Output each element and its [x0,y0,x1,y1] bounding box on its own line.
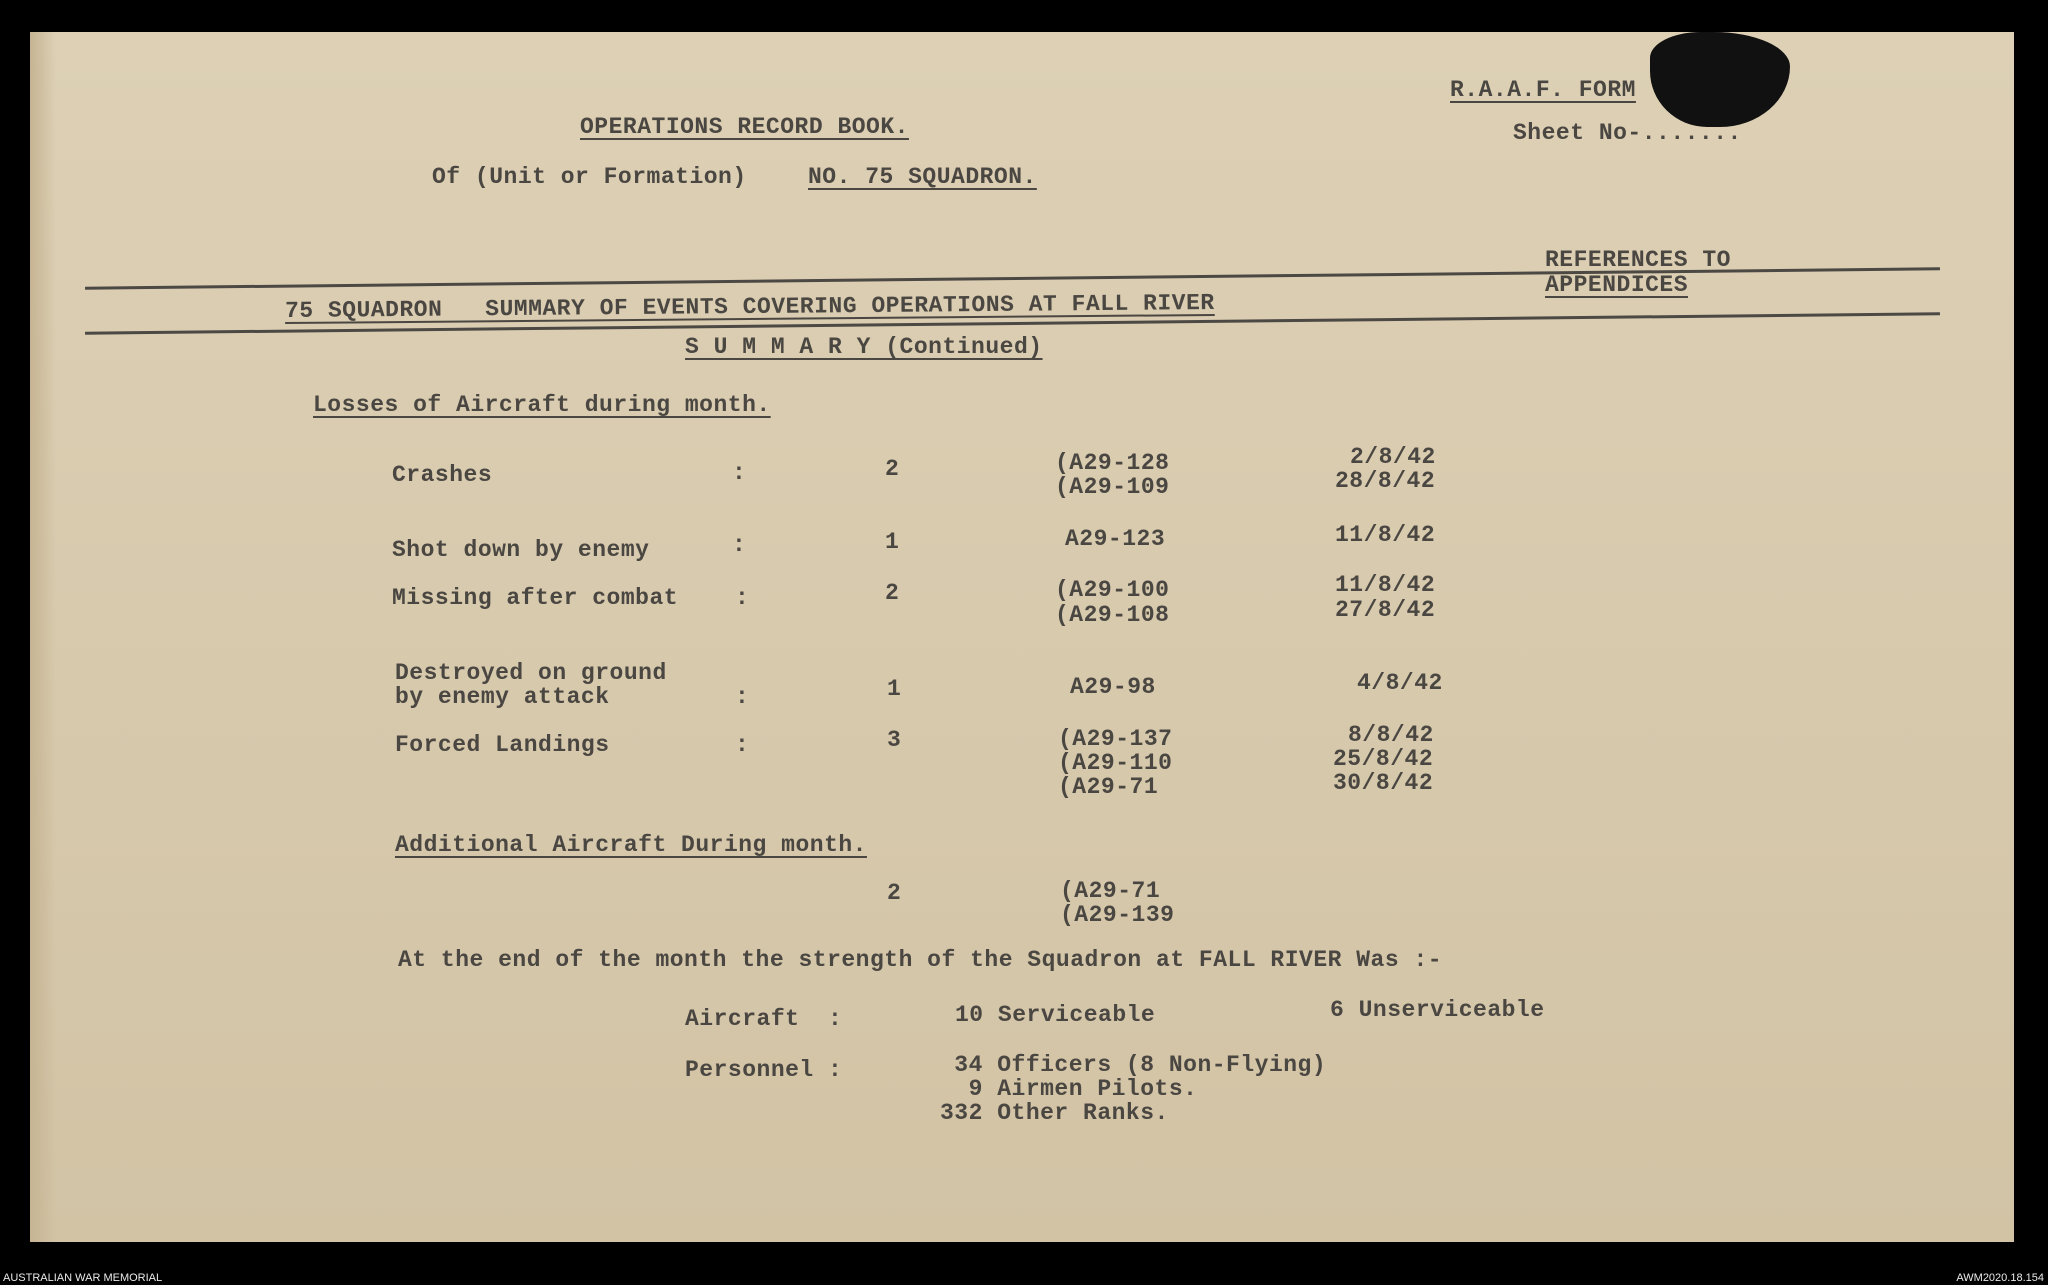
loss-date: 2/8/42 [1350,444,1436,470]
aircraft-serial: (A29-139 [1060,902,1175,928]
personnel-line: 332 Other Ranks. [940,1100,1169,1126]
summary-heading: S U M M A R Y (Continued) [685,334,1043,360]
unit-label: Of (Unit or Formation) [432,164,747,190]
loss-count: 1 [887,676,902,702]
personnel-label: Personnel : [685,1057,843,1083]
footer-credit: AUSTRALIAN WAR MEMORIAL [3,1272,163,1284]
loss-count: 1 [885,529,900,555]
loss-category: by enemy attack [395,684,610,710]
colon-separator: : [735,684,750,710]
loss-category: Crashes [392,462,493,488]
loss-category: Missing after combat [392,585,679,611]
loss-date: 27/8/42 [1335,597,1436,623]
loss-count: 3 [887,727,902,753]
loss-date: 8/8/42 [1348,722,1434,748]
loss-count: 2 [885,580,900,606]
column-heading-references-1: REFERENCES TO [1545,247,1731,273]
loss-category: Forced Landings [395,732,610,758]
colon-separator: : [735,585,750,611]
additional-count: 2 [887,880,902,906]
aircraft-serial: (A29-71 [1058,774,1159,800]
form-label: R.A.A.F. FORM [1450,77,1636,103]
personnel-line: 34 Officers (8 Non-Flying) [940,1052,1327,1078]
losses-heading: Losses of Aircraft during month. [313,392,771,418]
colon-separator: : [735,732,750,758]
colon-separator: : [732,460,747,486]
personnel-line: 9 Airmen Pilots. [940,1076,1198,1102]
column-heading-references-2: APPENDICES [1545,272,1689,298]
loss-date: 30/8/42 [1333,770,1434,796]
loss-date: 25/8/42 [1333,746,1434,772]
aircraft-serial: (A29-108 [1055,602,1170,628]
aircraft-serial: (A29-137 [1058,726,1173,752]
colon-separator: : [732,532,747,558]
record-sheet [30,32,2014,1242]
loss-category: Shot down by enemy [392,537,650,563]
loss-date: 11/8/42 [1335,522,1436,548]
additional-heading: Additional Aircraft During month. [395,832,867,858]
unit-name: NO. 75 SQUADRON. [808,164,1037,190]
aircraft-serial: A29-123 [1065,526,1166,552]
aircraft-serial: A29-98 [1070,674,1156,700]
aircraft-serial: (A29-110 [1058,750,1173,776]
loss-count: 2 [885,456,900,482]
aircraft-serial: (A29-109 [1055,474,1170,500]
aircraft-serial: (A29-128 [1055,450,1170,476]
sheet-number: Sheet No-....... [1513,120,1742,146]
footer-accession: AWM2020.18.154 [1956,1272,2044,1284]
loss-date: 11/8/42 [1335,572,1436,598]
aircraft-serial: (A29-71 [1060,878,1161,904]
ink-stain [1650,32,1790,127]
aircraft-unserviceable: 6 Unserviceable [1330,997,1545,1023]
strength-intro: At the end of the month the strength of the Squadron at FALL RIVER Was :- [398,947,1443,973]
loss-date: 28/8/42 [1335,468,1436,494]
aircraft-serviceable: 10 Serviceable [955,1002,1156,1028]
loss-date: 4/8/42 [1357,670,1443,696]
aircraft-label: Aircraft : [685,1006,843,1032]
aircraft-serial: (A29-100 [1055,577,1170,603]
column-heading-main: 75 SQUADRON SUMMARY OF EVENTS COVERING OPERATIONS AT FALL RIVER [284,289,1215,325]
page-title: OPERATIONS RECORD BOOK. [580,114,909,140]
loss-category: Destroyed on ground [395,660,667,686]
